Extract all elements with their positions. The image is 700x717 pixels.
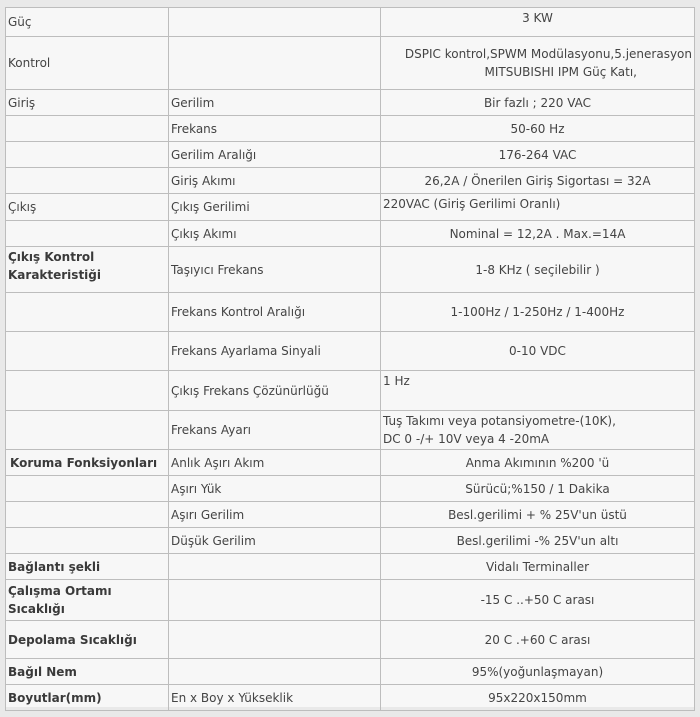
row-value: 1-8 KHz ( seçilebilir ) bbox=[381, 247, 695, 293]
table-row bbox=[6, 450, 695, 476]
row-label: Bağlantı şekli bbox=[6, 554, 169, 580]
table-row bbox=[6, 528, 695, 554]
row-value: Bir fazlı ; 220 VAC bbox=[381, 90, 695, 116]
row-value: Nominal = 12,2A . Max.=14A bbox=[381, 221, 695, 247]
row-sublabel: Aşırı Yük bbox=[169, 476, 381, 502]
table-row bbox=[6, 168, 695, 194]
row-label bbox=[6, 528, 169, 554]
row-label bbox=[6, 476, 169, 502]
table-row bbox=[6, 247, 695, 293]
row-sublabel bbox=[169, 659, 381, 685]
row-value: Sürücü;%150 / 1 Dakika bbox=[381, 476, 695, 502]
row-value: -15 C ..+50 C arası bbox=[381, 580, 695, 621]
row-label: Bağıl Nem bbox=[6, 659, 169, 685]
table-row bbox=[6, 90, 695, 116]
row-label: Çıkış bbox=[6, 194, 169, 221]
row-value: 95%(yoğunlaşmayan) bbox=[381, 659, 695, 685]
row-value: 1 Hz bbox=[381, 371, 695, 411]
row-sublabel bbox=[169, 37, 381, 90]
row-sublabel: Gerilim Aralığı bbox=[169, 142, 381, 168]
row-value: 1-100Hz / 1-250Hz / 1-400Hz bbox=[381, 293, 695, 332]
row-sublabel: Gerilim bbox=[169, 90, 381, 116]
spec-table-container bbox=[5, 7, 695, 707]
row-sublabel bbox=[169, 554, 381, 580]
row-sublabel: Çıkış Frekans Çözünürlüğü bbox=[169, 371, 381, 411]
table-row bbox=[6, 502, 695, 528]
row-sublabel: Frekans Ayarı bbox=[169, 411, 381, 450]
row-value bbox=[381, 411, 695, 450]
row-sublabel: Düşük Gerilim bbox=[169, 528, 381, 554]
row-label: Güç bbox=[6, 8, 169, 37]
row-label bbox=[6, 116, 169, 142]
row-value bbox=[381, 37, 695, 90]
row-value: Besl.gerilimi -% 25V'un altı bbox=[381, 528, 695, 554]
table-row bbox=[6, 116, 695, 142]
table-row bbox=[6, 554, 695, 580]
row-label: Koruma Fonksiyonları bbox=[6, 450, 169, 476]
table-row bbox=[6, 293, 695, 332]
row-sublabel: Frekans bbox=[169, 116, 381, 142]
row-value-line: DSPIC kontrol,SPWM Modülasyonu,5.jenerasyon bbox=[404, 47, 692, 61]
row-sublabel: Frekans Ayarlama Sinyali bbox=[169, 332, 381, 371]
row-value-line: MITSUBISHI IPM Güç Katı, bbox=[484, 65, 637, 79]
table-row bbox=[6, 194, 695, 221]
table-row bbox=[6, 37, 695, 90]
row-value: Vidalı Terminaller bbox=[381, 554, 695, 580]
row-label: Giriş bbox=[6, 90, 169, 116]
row-label bbox=[6, 221, 169, 247]
row-value: 20 C .+60 C arası bbox=[381, 621, 695, 659]
row-value: 176-264 VAC bbox=[381, 142, 695, 168]
table-row bbox=[6, 411, 695, 450]
row-value-line: DC 0 -/+ 10V veya 4 -20mA bbox=[383, 432, 550, 446]
row-label: Boyutlar(mm) bbox=[6, 685, 169, 711]
table-row bbox=[6, 685, 695, 711]
row-label bbox=[6, 168, 169, 194]
table-row bbox=[6, 8, 695, 37]
table-row bbox=[6, 580, 695, 621]
row-value: 3 KW bbox=[381, 8, 695, 37]
row-label bbox=[6, 371, 169, 411]
table-row bbox=[6, 371, 695, 411]
row-value: 50-60 Hz bbox=[381, 116, 695, 142]
row-label: Depolama Sıcaklığı bbox=[6, 621, 169, 659]
row-sublabel bbox=[169, 621, 381, 659]
table-row bbox=[6, 621, 695, 659]
row-sublabel bbox=[169, 580, 381, 621]
row-label bbox=[6, 332, 169, 371]
spec-table bbox=[5, 7, 695, 711]
table-row bbox=[6, 221, 695, 247]
row-sublabel: Anlık Aşırı Akım bbox=[169, 450, 381, 476]
row-value: Besl.gerilimi + % 25V'un üstü bbox=[381, 502, 695, 528]
row-value: 0-10 VDC bbox=[381, 332, 695, 371]
row-label bbox=[6, 502, 169, 528]
row-label bbox=[6, 142, 169, 168]
row-label: Kontrol bbox=[6, 37, 169, 90]
row-value: Anma Akımının %200 'ü bbox=[381, 450, 695, 476]
row-label bbox=[6, 411, 169, 450]
row-sublabel: Taşıyıcı Frekans bbox=[169, 247, 381, 293]
row-value-line: Tuş Takımı veya potansiyometre-(10K), bbox=[383, 414, 616, 428]
table-row bbox=[6, 332, 695, 371]
row-sublabel: En x Boy x Yükseklik bbox=[169, 685, 381, 711]
table-row bbox=[6, 659, 695, 685]
row-value: 95x220x150mm bbox=[381, 685, 695, 711]
row-value: 26,2A / Önerilen Giriş Sigortası = 32A bbox=[381, 168, 695, 194]
row-label: Çalışma Ortamı Sıcaklığı bbox=[6, 580, 169, 621]
row-label bbox=[6, 293, 169, 332]
row-sublabel: Çıkış Akımı bbox=[169, 221, 381, 247]
row-sublabel: Giriş Akımı bbox=[169, 168, 381, 194]
row-sublabel: Çıkış Gerilimi bbox=[169, 194, 381, 221]
row-label: Çıkış Kontrol Karakteristiği bbox=[6, 247, 169, 293]
row-sublabel: Aşırı Gerilim bbox=[169, 502, 381, 528]
table-row bbox=[6, 142, 695, 168]
row-value: 220VAC (Giriş Gerilimi Oranlı) bbox=[381, 194, 695, 221]
row-sublabel bbox=[169, 8, 381, 37]
row-sublabel: Frekans Kontrol Aralığı bbox=[169, 293, 381, 332]
table-row bbox=[6, 476, 695, 502]
